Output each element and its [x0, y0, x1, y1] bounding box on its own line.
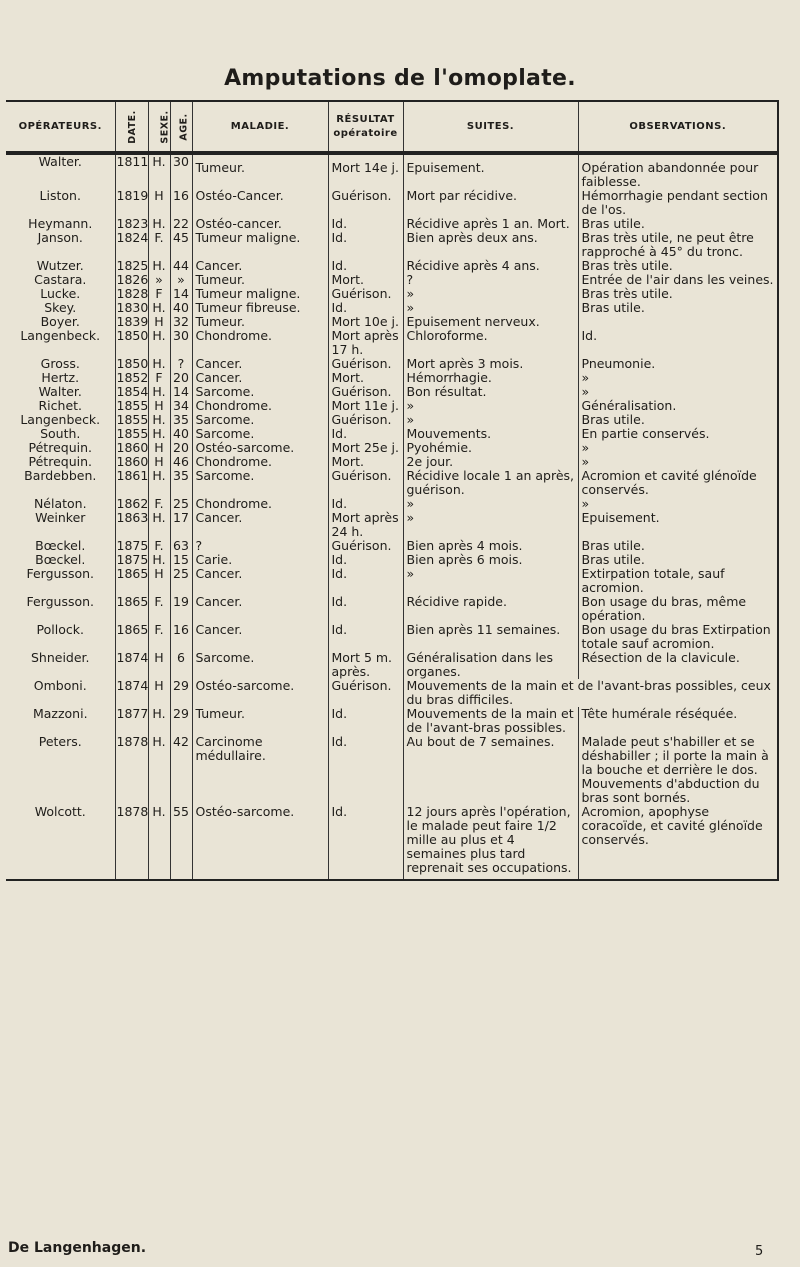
- cell-age: 15: [170, 553, 192, 567]
- cell-observations: Hémorrhagie pendant section de l'os.: [578, 189, 778, 217]
- cell-suites: »: [403, 399, 578, 413]
- cell-sexe: H: [148, 567, 170, 595]
- cell-observations: Epuisement.: [578, 511, 778, 539]
- cell-date: 1824: [115, 231, 148, 259]
- cell-date: 1854: [116, 385, 148, 399]
- cell-resultat: Id.: [328, 231, 403, 259]
- footer-note: De Langenhagen.: [8, 1240, 147, 1256]
- cell-operateur: Wolcott.: [6, 805, 115, 880]
- cell-maladie: Tumeur maligne.: [192, 231, 328, 259]
- cell-resultat: Id.: [328, 497, 403, 511]
- cell-sexe: H.: [148, 153, 170, 189]
- cell-resultat: Mort 10e j.: [328, 315, 403, 329]
- cell-maladie: Cancer.: [192, 371, 328, 385]
- cell-resultat: Mort.: [328, 455, 403, 469]
- cell-resultat: Guérison.: [328, 413, 403, 427]
- cell-suites: Epuisement nerveux.: [403, 315, 578, 329]
- cell-age: 22: [170, 217, 192, 231]
- cell-age: 14: [170, 385, 192, 399]
- cell-age: 25: [170, 567, 192, 595]
- cell-maladie: Chondrome.: [192, 399, 328, 413]
- col-header-suites: SUITES.: [403, 101, 578, 153]
- cell-sexe: H.: [148, 511, 170, 539]
- cell-date: 1855: [116, 399, 148, 413]
- cell-date: 1862: [116, 497, 148, 511]
- cell-observations: Id.: [578, 329, 778, 357]
- cell-suites: 2e jour.: [403, 455, 578, 469]
- cell-operateur: Weinker: [35, 511, 86, 525]
- cell-suites: »: [403, 511, 578, 539]
- table-row: [6, 651, 778, 679]
- cell-operateur: Mazzoni.: [32, 707, 88, 721]
- cell-operateur: Richet.: [38, 399, 83, 413]
- table-row: [6, 371, 778, 385]
- cell-age: 42: [170, 735, 192, 805]
- cell-resultat: Guérison.: [328, 357, 403, 371]
- cell-sexe: F.: [148, 539, 170, 553]
- table-row: [6, 287, 778, 301]
- cell-age: 46: [170, 455, 192, 469]
- cell-suites: Mort par récidive.: [403, 189, 578, 217]
- col-header-operateurs: OPÉRATEURS.: [6, 101, 115, 153]
- cell-maladie: Sarcome.: [192, 427, 328, 441]
- col-header-date: DATE.: [115, 101, 148, 153]
- table-row: [6, 623, 778, 651]
- cell-operateur: Janson.: [37, 231, 83, 245]
- cell-date: 1860: [116, 455, 148, 469]
- cell-suites: Récidive locale 1 an après, guérison.: [403, 469, 578, 497]
- cell-age: 29: [170, 707, 192, 735]
- table-row: [6, 259, 778, 273]
- cell-maladie: ?: [192, 539, 328, 553]
- cell-sexe: H.: [148, 357, 170, 371]
- cell-sexe: H.: [148, 259, 170, 273]
- cell-age: 35: [170, 413, 192, 427]
- cell-suites: Hémorrhagie.: [403, 371, 578, 385]
- cell-suites: Au bout de 7 semaines.: [403, 735, 578, 805]
- cell-age: 20: [170, 441, 192, 455]
- cell-operateur: Bœckel.: [35, 539, 86, 553]
- cell-age: 63: [170, 539, 192, 553]
- cell-date: 1875: [116, 539, 148, 553]
- table-row: [6, 553, 778, 567]
- cell-sexe: H.: [148, 413, 170, 427]
- cell-date: 1874: [115, 651, 148, 679]
- cell-date: 1878: [115, 735, 148, 805]
- cell-date: 1825: [116, 259, 148, 273]
- cell-maladie: Sarcome.: [192, 413, 328, 427]
- cell-observations: Bras très utile, ne peut être rapproché à 45° du tronc.: [578, 231, 778, 259]
- cell-date: 1875: [116, 553, 148, 567]
- cell-maladie: Chondrome.: [192, 497, 328, 511]
- cell-maladie: Tumeur maligne.: [192, 287, 328, 301]
- cell-sexe: H.: [148, 217, 170, 231]
- cell-resultat: Mort 14e j.: [328, 153, 403, 189]
- cell-date: 1830: [116, 301, 148, 315]
- cell-maladie: Tumeur.: [192, 273, 328, 287]
- cell-age: 16: [170, 623, 192, 651]
- cell-operateur: Hertz.: [41, 371, 80, 385]
- cell-maladie: Ostéo-cancer.: [192, 217, 328, 231]
- cell-sexe: H.: [148, 469, 170, 497]
- cell-observations: Bras utile.: [578, 301, 778, 315]
- cell-suites: ?: [403, 273, 578, 287]
- cell-suites: Généralisation dans les organes.: [403, 651, 578, 679]
- cell-operateur: Walter.: [38, 154, 82, 169]
- cell-maladie: Carcinome médullaire.: [192, 735, 328, 805]
- cell-operateur: Lucke.: [40, 287, 81, 301]
- cell-suites: »: [403, 497, 578, 511]
- cell-date: 1855: [116, 427, 148, 441]
- cell-resultat: Id.: [328, 567, 403, 595]
- cell-sexe: F: [148, 371, 170, 385]
- cell-age: 14: [170, 287, 192, 301]
- table-row: [6, 413, 778, 427]
- cell-resultat: Mort 5 m. après.: [328, 651, 403, 679]
- cell-age: 20: [170, 371, 192, 385]
- cell-resultat: Guérison.: [328, 287, 403, 301]
- cell-suites: »: [403, 413, 578, 427]
- cell-operateur: Liston.: [39, 189, 81, 203]
- table-row: [6, 511, 778, 539]
- cell-operateur: Walter.: [38, 385, 82, 399]
- table-row: [6, 301, 778, 315]
- cell-sexe: H.: [148, 553, 170, 567]
- cell-age: 45: [170, 231, 192, 259]
- cell-date: 1865: [115, 567, 148, 595]
- cell-operateur: South.: [40, 427, 81, 441]
- cell-age: 29: [170, 679, 192, 707]
- cell-operateur: Nélaton.: [33, 497, 87, 511]
- cell-observations: Bras utile.: [578, 413, 778, 427]
- cell-observations: Résection de la clavicule.: [578, 651, 778, 679]
- cell-suites: »: [403, 301, 578, 315]
- cell-maladie: Sarcome.: [192, 651, 328, 679]
- cell-resultat: Mort après 17 h.: [328, 329, 403, 357]
- page-number: 5: [755, 1244, 764, 1259]
- cell-sexe: H: [148, 441, 170, 455]
- cell-date: 1874: [115, 679, 148, 707]
- cell-sexe: »: [148, 273, 170, 287]
- cell-observations: Bras très utile.: [578, 259, 778, 273]
- table-row: [6, 805, 778, 880]
- cell-sexe: H: [148, 315, 170, 329]
- cell-date: 1861: [115, 469, 148, 497]
- cell-resultat: Id.: [328, 427, 403, 441]
- table-row: [6, 539, 778, 553]
- cell-age: ?: [170, 357, 192, 371]
- cell-observations: Bon usage du bras Extirpation totale sauf acromion.: [578, 623, 778, 651]
- cell-date: 1878: [115, 805, 148, 880]
- cell-resultat: Guérison.: [328, 469, 403, 497]
- cell-observations: Pneumonie.: [578, 357, 778, 371]
- cell-date: 1828: [116, 287, 148, 301]
- cell-observations: Acromion, apophyse coracoïde, et cavité glénoïde conservés.: [578, 805, 778, 880]
- table-row: [6, 153, 778, 189]
- cell-operateur: Pétrequin.: [28, 455, 92, 469]
- cell-suites: 12 jours après l'opération, le malade peut faire 1/2 mille au plus et 4 semaines plus tard reprenait ses occupations.: [403, 805, 578, 880]
- cell-maladie: Cancer.: [192, 511, 328, 539]
- cell-maladie: Cancer.: [192, 567, 328, 595]
- cell-age: 30: [170, 329, 192, 357]
- cell-operateur: Shneider.: [30, 651, 90, 665]
- table-row: [6, 497, 778, 511]
- cell-resultat: Mort 25e j.: [328, 441, 403, 455]
- cell-age: 44: [170, 259, 192, 273]
- cell-resultat: Guérison.: [328, 679, 403, 707]
- col-header-sexe: SEXE.: [148, 101, 170, 153]
- cell-operateur: Castara.: [34, 273, 87, 287]
- table-row: [6, 385, 778, 399]
- cell-resultat: Id.: [328, 623, 403, 651]
- cell-date: 1877: [115, 707, 148, 735]
- table-row: [6, 707, 778, 735]
- cell-observations: Bras très utile.: [578, 287, 778, 301]
- cell-resultat: Id.: [328, 301, 403, 315]
- cell-date: 1826: [116, 273, 148, 287]
- col-header-age: AGE.: [170, 101, 192, 153]
- cell-age: 55: [170, 805, 192, 880]
- cell-suites: »: [403, 287, 578, 301]
- cell-maladie: Carie.: [192, 553, 328, 567]
- cell-observations: »: [578, 441, 778, 455]
- cell-suites: »: [403, 567, 578, 595]
- cell-maladie: Cancer.: [192, 623, 328, 651]
- cell-sexe: H.: [148, 735, 170, 805]
- table-row: [6, 595, 778, 623]
- cell-maladie: Ostéo-Cancer.: [192, 189, 328, 217]
- cell-operateur: Fergusson.: [26, 567, 95, 581]
- cell-operateur: Omboni.: [33, 679, 87, 693]
- cell-suites: Bien après 4 mois.: [403, 539, 578, 553]
- cell-suites: Mouvements de la main et de l'avant-bras possibles.: [403, 707, 578, 735]
- cell-suites: Récidive après 4 ans.: [403, 259, 578, 273]
- cell-operateur: Langenbeck.: [20, 413, 101, 427]
- table-row: [6, 217, 778, 231]
- cell-age: 34: [170, 399, 192, 413]
- cell-date: 1863: [115, 511, 148, 539]
- cell-maladie: Tumeur.: [192, 153, 328, 189]
- cell-observations: Bon usage du bras, même opération.: [578, 595, 778, 623]
- table-row: [6, 567, 778, 595]
- cell-age: 17: [170, 511, 192, 539]
- table-row: [6, 357, 778, 371]
- col-header-resultat: RÉSULTAT opératoire: [328, 101, 403, 153]
- cell-maladie: Ostéo-sarcome.: [192, 679, 328, 707]
- cell-operateur: Pétrequin.: [28, 441, 92, 455]
- cell-observations: »: [578, 497, 778, 511]
- cell-sexe: H: [148, 455, 170, 469]
- cell-age: 25: [170, 497, 192, 511]
- table-row: [6, 679, 778, 707]
- cell-age: »: [170, 273, 192, 287]
- cell-suites: Pyohémie.: [403, 441, 578, 455]
- table-header-row: [6, 101, 778, 153]
- cell-operateur: Wutzer.: [36, 259, 84, 273]
- cell-resultat: Guérison.: [328, 539, 403, 553]
- table-row: [6, 273, 778, 287]
- cell-observations: »: [578, 455, 778, 469]
- cell-date: 1823: [116, 217, 148, 231]
- cell-observations: Malade peut s'habiller et se déshabiller ; il porte la main à la bouche et derrière le dos. Mouvements d'abduction du bras sont bornés.: [578, 735, 778, 805]
- cell-age: 16: [170, 189, 192, 217]
- cell-maladie: Tumeur.: [192, 315, 328, 329]
- cell-age: 40: [170, 301, 192, 315]
- cell-suites: Chloroforme.: [403, 329, 578, 357]
- cell-operateur: Bardebben.: [24, 469, 97, 483]
- cell-maladie: Cancer.: [192, 259, 328, 273]
- cell-sexe: H.: [148, 385, 170, 399]
- cell-operateur: Fergusson.: [26, 595, 95, 609]
- cell-maladie: Tumeur fibreuse.: [192, 301, 328, 315]
- page-title: Amputations de l'omoplate.: [224, 66, 576, 91]
- cell-operateur: Peters.: [38, 735, 82, 749]
- cell-observations: En partie conservés.: [578, 427, 778, 441]
- cell-maladie: Chondrome.: [192, 455, 328, 469]
- cell-date: 1855: [116, 413, 148, 427]
- cell-sexe: F.: [148, 595, 170, 623]
- table-row: [6, 427, 778, 441]
- cell-resultat: Guérison.: [328, 189, 403, 217]
- cell-resultat: Mort 11e j.: [328, 399, 403, 413]
- cell-operateur: Boyer.: [40, 315, 80, 329]
- cell-operateur: Gross.: [40, 357, 80, 371]
- cell-observations: [578, 315, 778, 329]
- cell-resultat: Id.: [328, 553, 403, 567]
- cell-date: 1850: [115, 329, 148, 357]
- cell-sexe: H: [148, 651, 170, 679]
- cell-date: 1839: [116, 315, 148, 329]
- cell-sexe: H: [148, 679, 170, 707]
- cell-date: 1850: [116, 357, 148, 371]
- cell-operateur: Skey.: [44, 301, 77, 315]
- cell-resultat: Mort après 24 h.: [328, 511, 403, 539]
- cell-observations: Tête humérale réséquée.: [578, 707, 778, 735]
- cell-date: 1865: [115, 595, 148, 623]
- cell-maladie: Sarcome.: [192, 385, 328, 399]
- cell-observations: Acromion et cavité glénoïde conservés.: [578, 469, 778, 497]
- cell-date: 1811: [115, 153, 148, 189]
- cell-observations: Bras utile.: [578, 553, 778, 567]
- cell-suites: Bien après 6 mois.: [403, 553, 578, 567]
- cell-sexe: H.: [148, 301, 170, 315]
- cell-observations: »: [578, 371, 778, 385]
- amputations-table: [6, 100, 779, 881]
- cell-suites: Bon résultat.: [403, 385, 578, 399]
- cell-resultat: Id.: [328, 707, 403, 735]
- cell-observations: Bras utile.: [578, 217, 778, 231]
- cell-suites: Récidive après 1 an. Mort.: [403, 217, 578, 231]
- table-row: [6, 315, 778, 329]
- cell-suites: Bien après 11 semaines.: [403, 623, 578, 651]
- cell-age: 19: [170, 595, 192, 623]
- cell-resultat: Id.: [328, 259, 403, 273]
- cell-resultat: Id.: [328, 217, 403, 231]
- cell-sexe: F.: [148, 231, 170, 259]
- table-row: [6, 189, 778, 217]
- cell-observations: »: [578, 385, 778, 399]
- cell-maladie: Sarcome.: [192, 469, 328, 497]
- cell-operateur: Pollock.: [36, 623, 84, 637]
- cell-suites: Mouvements de la main et de l'avant-bras possibles, ceux du bras difficiles.: [403, 679, 778, 707]
- cell-age: 30: [170, 153, 192, 189]
- cell-suites: Epuisement.: [403, 153, 578, 189]
- cell-maladie: Ostéo-sarcome.: [192, 441, 328, 455]
- cell-sexe: H: [148, 189, 170, 217]
- cell-date: 1860: [116, 441, 148, 455]
- cell-age: 35: [170, 469, 192, 497]
- cell-age: 40: [170, 427, 192, 441]
- table-row: [6, 231, 778, 259]
- cell-date: 1865: [115, 623, 148, 651]
- cell-sexe: H.: [148, 805, 170, 880]
- cell-operateur: Heymann.: [28, 217, 93, 231]
- cell-resultat: Id.: [328, 735, 403, 805]
- cell-suites: Mouvements.: [403, 427, 578, 441]
- cell-sexe: F.: [148, 497, 170, 511]
- cell-sexe: H.: [148, 707, 170, 735]
- cell-maladie: Chondrome.: [192, 329, 328, 357]
- cell-sexe: F: [148, 287, 170, 301]
- cell-operateur: Langenbeck.: [20, 329, 101, 343]
- cell-resultat: Mort.: [328, 273, 403, 287]
- table-row: [6, 399, 778, 413]
- cell-resultat: Id.: [328, 595, 403, 623]
- col-header-maladie: MALADIE.: [192, 101, 328, 153]
- cell-sexe: H: [148, 399, 170, 413]
- cell-maladie: Cancer.: [192, 357, 328, 371]
- cell-observations: Généralisation.: [578, 399, 778, 413]
- cell-date: 1852: [116, 371, 148, 385]
- cell-maladie: Tumeur.: [192, 707, 328, 735]
- cell-observations: Extirpation totale, sauf acromion.: [578, 567, 778, 595]
- cell-observations: Opération abandonnée pour faiblesse.: [578, 153, 778, 189]
- cell-observations: Entrée de l'air dans les veines.: [578, 273, 778, 287]
- cell-suites: Bien après deux ans.: [403, 231, 578, 259]
- cell-age: 32: [170, 315, 192, 329]
- cell-suites: Récidive rapide.: [403, 595, 578, 623]
- table-row: [6, 441, 778, 455]
- table-row: [6, 469, 778, 497]
- cell-resultat: Guérison.: [328, 385, 403, 399]
- cell-observations: Bras utile.: [578, 539, 778, 553]
- cell-sexe: H.: [148, 329, 170, 357]
- cell-suites: Mort après 3 mois.: [403, 357, 578, 371]
- cell-date: 1819: [115, 189, 148, 217]
- cell-maladie: Ostéo-sarcome.: [192, 805, 328, 880]
- cell-maladie: Cancer.: [192, 595, 328, 623]
- table-row: [6, 455, 778, 469]
- table-row: [6, 735, 778, 805]
- col-header-observations: OBSERVATIONS.: [578, 101, 778, 153]
- cell-resultat: Id.: [328, 805, 403, 880]
- cell-operateur: Bœckel.: [35, 553, 86, 567]
- table-row: [6, 329, 778, 357]
- cell-age: 6: [170, 651, 192, 679]
- cell-resultat: Mort.: [328, 371, 403, 385]
- cell-sexe: H.: [148, 427, 170, 441]
- cell-sexe: F.: [148, 623, 170, 651]
